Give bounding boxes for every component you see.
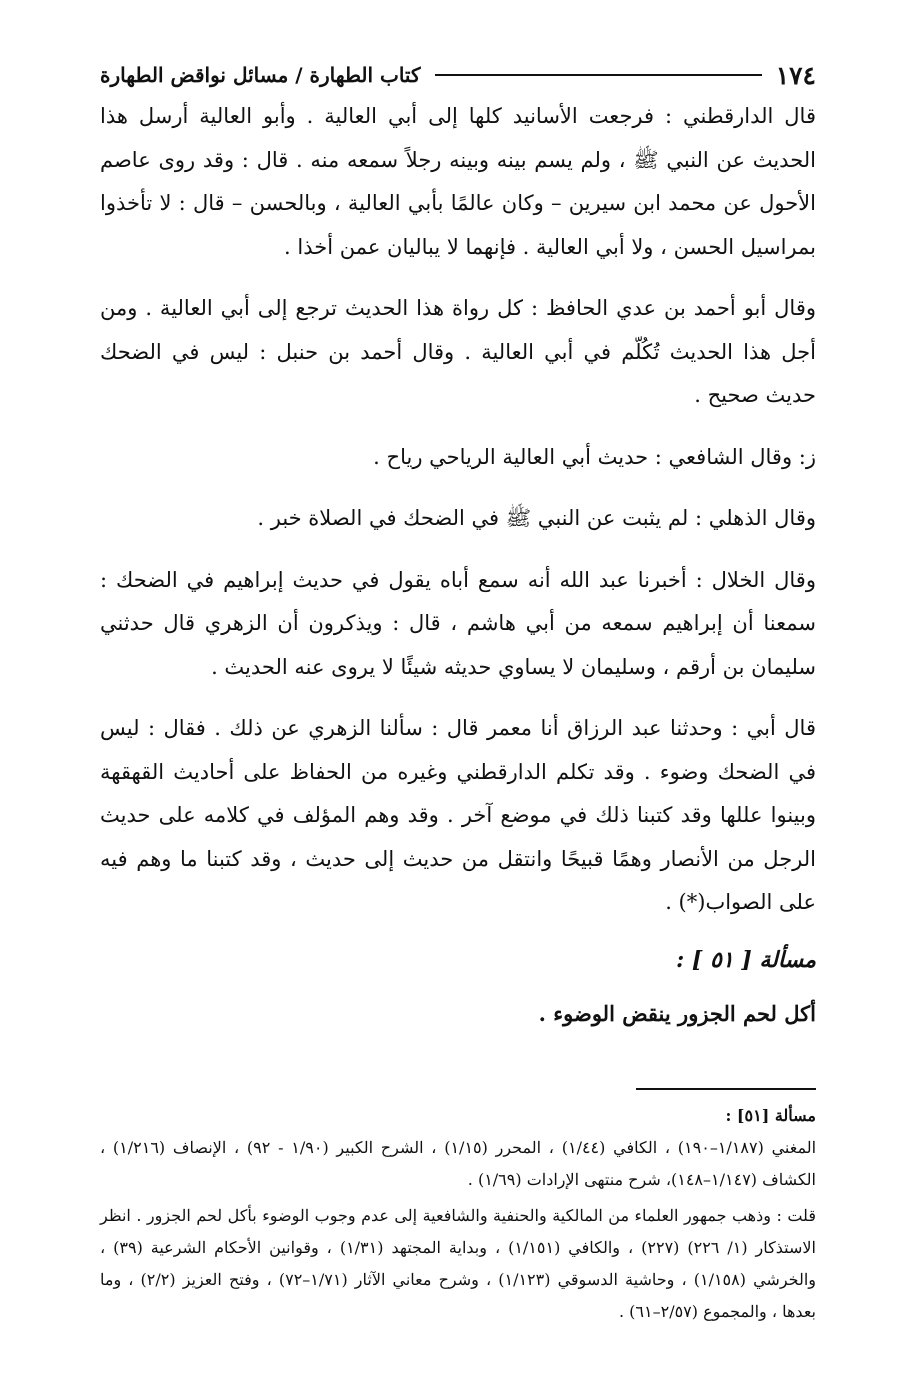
- footnotes: [100, 1100, 816, 1328]
- paragraph: قال أبي : وحدثنا عبد الرزاق أنا معمر قال : سألنا الزهري عن ذلك . فقال : ليس في الضحك وضوء . وقد تكلم الدارقطني وغيره من الحفاظ على أحاديث القهقهة وبينوا عللها وقد كتبنا ذلك في موضع آخر . وقد وهم المؤلف في كلامه على حديث الرجل من الأنصار وهمًا قبيحًا وانتقل من حديث إلى حديث ، وقد كتبنا ما وهم فيه على الصواب(*) .: [100, 716, 816, 914]
- page-header: [100, 55, 816, 95]
- paragraph: وقال الذهلي : لم يثبت عن النبي ﷺ في الضحك في الصلاة خبر .: [257, 506, 816, 530]
- paragraph: وقال الخلال : أخبرنا عبد الله أنه سمع أباه يقول في حديث إبراهيم في الضحك : سمعنا أن إبراهيم سمعه من أبي هاشم ، قال : ويذكرون أن الزهري قال حدثني سليمان بن أرقم ، وسليمان لا يساوي حديثه شيئًا لا يروى عنه الحديث .: [100, 567, 816, 679]
- running-title: كتاب الطهارة / مسائل نواقض الطهارة: [100, 63, 421, 87]
- footnote-comment: قلت : وذهب جمهور العلماء من المالكية والحنفية والشافعية إلى عدم وجوب الوضوء بأكل لحم الجزور . انظر الاستذكار (١/ ٢٢٦) (٢٢٧) ، والكافي (١/١٥١) ، وبداية المجتهد (١/٣١) ، وقوانين الأحكام الشرعية (٣٩) ، والخرشي (١/١٥٨) ، وحاشية الدسوقي (١/١٢٣) ، وشرح معاني الآثار (١/٧١–٧٢) ، وفتح العزيز (٢/٢) ، وما بعدها ، والمجموع (٢/٥٧–٦١) .: [100, 1205, 817, 1321]
- footnote-references: المغني (١/١٨٧–١٩٠) ، الكافي (١/٤٤) ، المحرر (١/١٥) ، الشرح الكبير (١/٩٠ - ٩٢) ، الإنصاف (١/٢١٦) ، الكشاف (١/١٤٧–١٤٨)، شرح منتهى الإرادات (١/٦٩) .: [100, 1137, 817, 1189]
- issue-heading: مسألة [ ٥١ ] :: [676, 946, 816, 973]
- paragraph: وقال أبو أحمد بن عدي الحافظ : كل رواة هذا الحديث ترجع إلى أبي العالية . ومن أجل هذا الحديث تُكُلّم في أبي العالية . وقال أحمد بن حنبل : ليس في الضحك حديث صحيح .: [100, 296, 816, 407]
- main-text: [100, 95, 816, 1036]
- paragraph: ز: وقال الشافعي : حديث أبي العالية الرياحي رياح .: [373, 444, 816, 469]
- book-page: [100, 55, 816, 1355]
- paragraph: قال الدارقطني : فرجعت الأسانيد كلها إلى أبي العالية . وأبو العالية أرسل هذا الحديث عن النبي ﷺ ، ولم يسم بينه وبينه رجلاً سمعه منه . قال : وقد روى عاصم الأحول عن محمد ابن سيرين – وكان عالمًا بأبي العالية ، وبالحسن – قال : لا تأخذوا بمراسيل الحسن ، ولا أبي العالية . فإنهما لا يباليان عمن أخذا .: [100, 104, 816, 259]
- footnote-heading: مسألة [٥١] :: [725, 1105, 816, 1125]
- page-number: ١٧٤: [775, 60, 816, 90]
- footnote-rule: [636, 1088, 816, 1090]
- header-rule: [435, 74, 762, 76]
- issue-text: أكل لحم الجزور ينقض الوضوء .: [538, 1001, 816, 1026]
